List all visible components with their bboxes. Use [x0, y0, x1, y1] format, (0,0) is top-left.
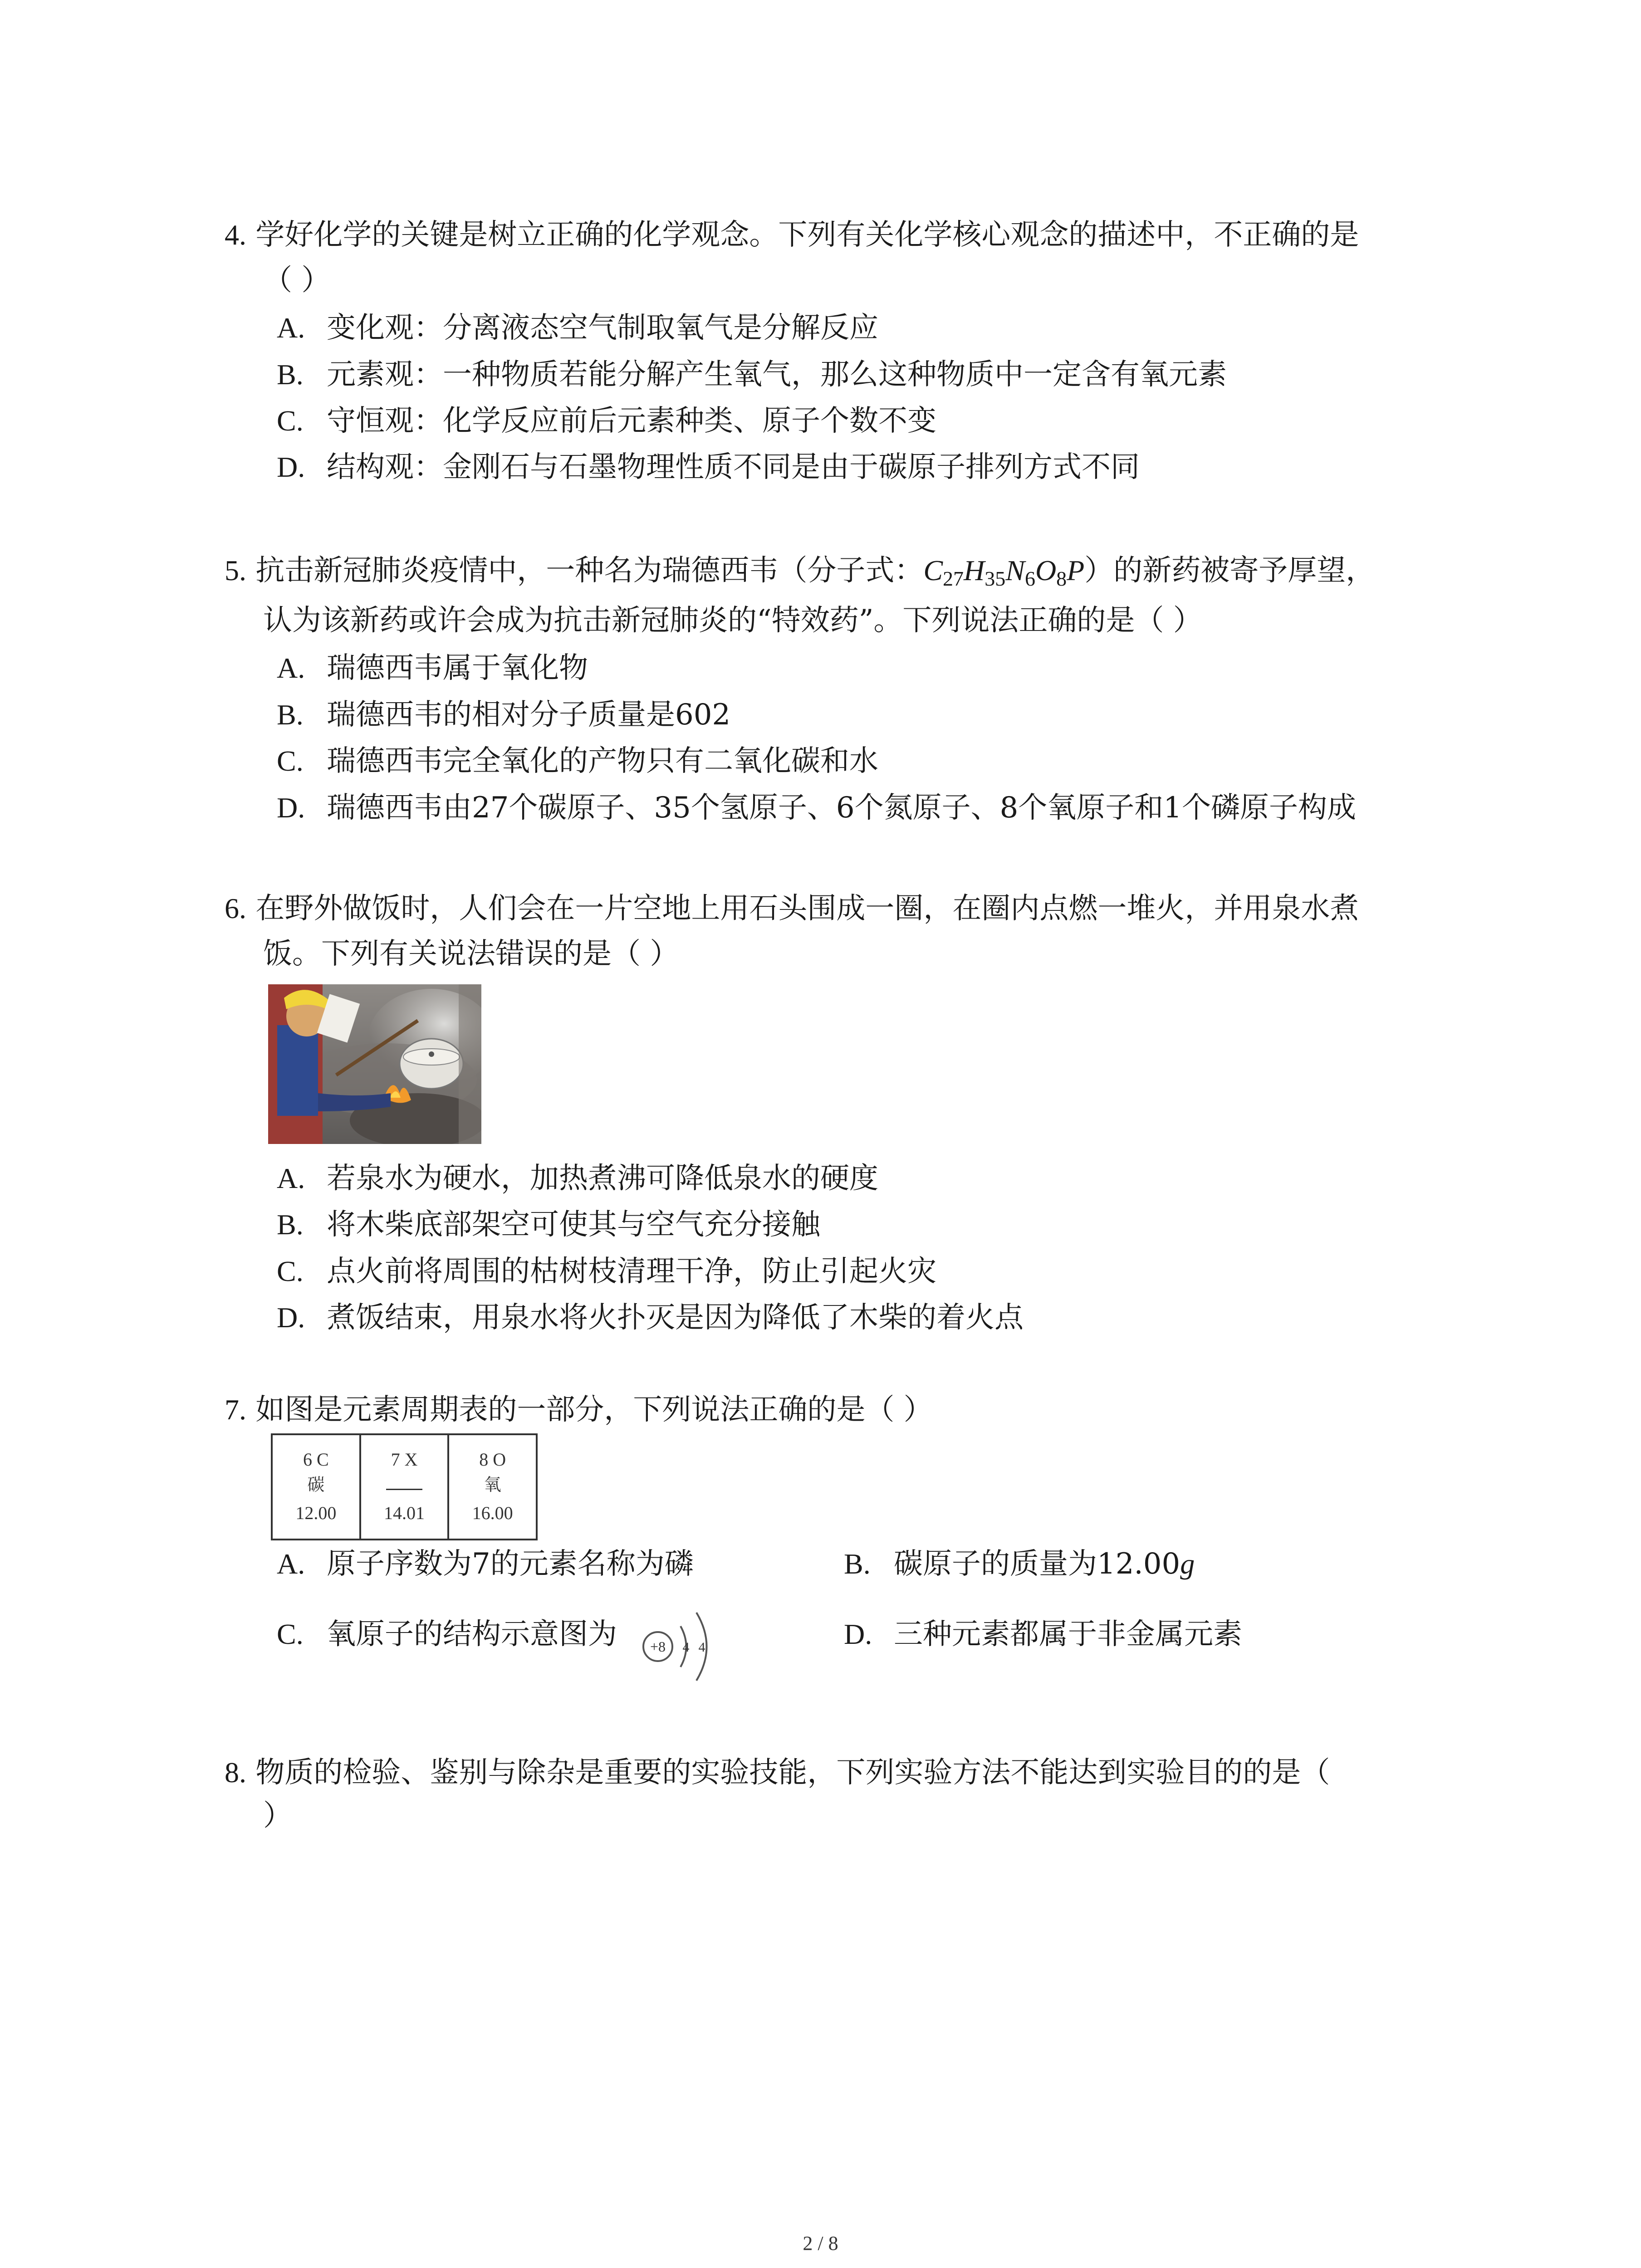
q6-option-b: B. 将木柴底部架空可使其与空气充分接触 [277, 1208, 820, 1242]
shell1-electrons: 4 [682, 1640, 690, 1655]
q4-stem-line1: 4. 学好化学的关键是树立正确的化学观念。下列有关化学核心观念的描述中，不正确的是 [225, 218, 1359, 252]
q6-option-d: D. 煮饭结束，用泉水将火扑灭是因为降低了木柴的着火点 [277, 1301, 1024, 1334]
q4-option-b: B. 元素观：一种物质若能分解产生氧气，那么这种物质中一定含有氧元素 [277, 358, 1227, 391]
q7-option-b: B. 碳原子的质量为12.00g [844, 1547, 1195, 1581]
q4-stem-line2: （ ） [263, 264, 331, 297]
q7-stem: 7. 如图是元素周期表的一部分，下列说法正确的是（ ） [225, 1393, 933, 1427]
q6-stem-line1: 6. 在野外做饭时，人们会在一片空地上用石头围成一圈，在圈内点燃一堆火，并用泉水煮 [225, 892, 1359, 925]
q5-option-c: C. 瑞德西韦完全氧化的产物只有二氧化碳和水 [277, 744, 878, 778]
element-cell-oxygen: 8 O 氧 16.00 [472, 1449, 513, 1523]
oxygen-atom-structure-diagram [633, 1601, 724, 1692]
campfire-photo [268, 984, 481, 1144]
q5-option-b: B. 瑞德西韦的相对分子质量是602 [277, 698, 731, 732]
periodic-table-fragment [271, 1433, 538, 1540]
q4-option-a: A. 变化观：分离液态空气制取氧气是分解反应 [277, 311, 878, 345]
element-name-blank [386, 1489, 423, 1490]
q5-stem-line1: 5. 抗击新冠肺炎疫情中，一种名为瑞德西韦（分子式：$C_{27}H_{35}N_6O_8P$）的新药被寄予厚望， [225, 554, 1375, 590]
shell2-electrons: 4 [698, 1640, 705, 1655]
q5-option-d: D. 瑞德西韦由27个碳原子、35个氢原子、6个氮原子、8个氧原子和1个磷原子构成 [277, 791, 1357, 825]
nucleus-charge: +8 [650, 1638, 666, 1655]
q8-stem-line2: ） [263, 1799, 292, 1833]
q7-option-a: A. 原子序数为7的元素名称为磷 [277, 1547, 694, 1581]
q7-option-d: D. 三种元素都属于非金属元素 [844, 1618, 1242, 1651]
page-number: 2 / 8 [803, 2232, 838, 2254]
q5-formula: $C_{27}H_{35}N_6O_8P$ [923, 554, 1085, 590]
q5-option-a: A. 瑞德西韦属于氧化物 [277, 651, 588, 685]
element-cell-x: 7 X 14.01 [361, 1435, 450, 1539]
q5-stem-line2: 认为该新药或许会成为抗击新冠肺炎的“特效药”。下列说法正确的是（ ） [263, 604, 1202, 637]
q6-stem-line2: 饭。下列有关说法错误的是（ ） [263, 937, 679, 971]
q4-option-d: D. 结构观：金刚石与石墨物理性质不同是由于碳原子排列方式不同 [277, 450, 1140, 484]
q7-option-c: C. 氧原子的结构示意图为 [277, 1618, 617, 1651]
q8-stem-line1: 8. 物质的检验、鉴别与除杂是重要的实验技能，下列实验方法不能达到实验目的的是（ [225, 1756, 1330, 1789]
q4-option-c: C. 守恒观：化学反应前后元素种类、原子个数不变 [277, 404, 936, 438]
q4-number: 4. [225, 219, 246, 251]
q6-option-a: A. 若泉水为硬水，加热煮沸可降低泉水的硬度 [277, 1162, 878, 1195]
q6-option-c: C. 点火前将周围的枯树枝清理干净，防止引起火灾 [277, 1255, 936, 1288]
element-cell-carbon: 6 C 碳 12.00 [273, 1435, 361, 1539]
